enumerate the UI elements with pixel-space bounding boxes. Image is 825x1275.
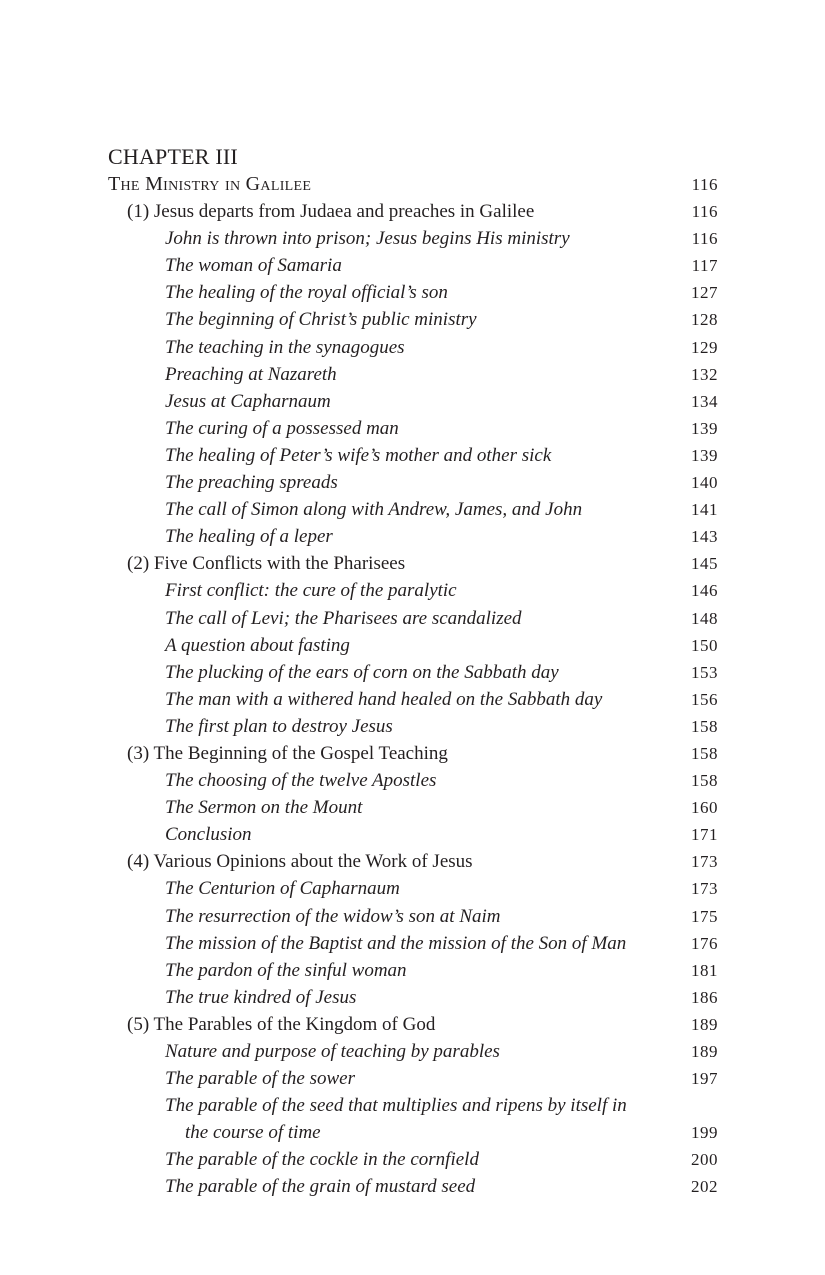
toc-entry-row bbox=[108, 1065, 718, 1092]
page-number: 150 bbox=[691, 635, 718, 655]
entry-title bbox=[165, 1065, 355, 1092]
entry-title bbox=[165, 821, 252, 848]
toc-entry-row bbox=[108, 306, 718, 333]
entry-title bbox=[165, 523, 333, 550]
toc-entry-row bbox=[108, 442, 718, 469]
toc-entry-row bbox=[108, 767, 718, 794]
toc-entry-row bbox=[108, 1092, 718, 1146]
entry-title bbox=[165, 577, 457, 604]
toc-entry-row bbox=[108, 1173, 718, 1200]
entry-title-text: The Centurion of Capharnaum bbox=[165, 878, 400, 900]
entry-title bbox=[165, 279, 448, 306]
toc-entry-row bbox=[108, 930, 718, 957]
entry-title-text: Nature and purpose of teaching by parables bbox=[165, 1041, 500, 1062]
page-number: 200 bbox=[691, 1150, 718, 1170]
toc-entry-row bbox=[108, 957, 718, 984]
section-title: (4) Various Opinions about the Work of Jesus bbox=[127, 851, 473, 873]
page-number: 173 bbox=[691, 852, 718, 872]
toc-entry-row bbox=[108, 903, 718, 930]
entry-title bbox=[165, 1146, 479, 1173]
toc-entry-row bbox=[108, 605, 718, 632]
entry-title-text: A question about fasting bbox=[165, 634, 350, 656]
toc-section-row bbox=[108, 848, 718, 875]
toc-entry-row bbox=[108, 388, 718, 415]
entry-title bbox=[165, 930, 626, 957]
toc-entry-row bbox=[108, 225, 718, 252]
table-of-contents bbox=[108, 171, 718, 1201]
page-number: 189 bbox=[691, 1014, 718, 1034]
page-number: 143 bbox=[691, 527, 718, 547]
chapter-title: The Ministry in Galilee bbox=[108, 173, 312, 195]
page-number: 171 bbox=[691, 825, 718, 845]
toc-entry-row bbox=[108, 984, 718, 1011]
toc-entry-row bbox=[108, 577, 718, 604]
page-number: 158 bbox=[691, 743, 718, 763]
entry-title bbox=[165, 334, 405, 361]
entry-title bbox=[165, 767, 436, 794]
entry-title-text: The first plan to destroy Jesus bbox=[165, 715, 393, 737]
page-number: 116 bbox=[691, 229, 718, 249]
entry-title-text: The mission of the Baptist and the mission of the Son of Man bbox=[165, 932, 627, 954]
toc-chapter-title-row bbox=[108, 171, 718, 198]
page-number: 197 bbox=[691, 1069, 718, 1089]
toc-entry-row bbox=[108, 794, 718, 821]
entry-title-text: The parable of the seed that multiplies and ripens by itself in bbox=[165, 1095, 627, 1117]
page-number: 140 bbox=[691, 473, 718, 493]
page-number: 181 bbox=[691, 960, 718, 980]
entry-title-text: The healing of Peter’s wife’s mother and other sick bbox=[165, 444, 552, 466]
page-number: 160 bbox=[691, 798, 718, 818]
entry-title-text: The teaching in the synagogues bbox=[165, 336, 405, 358]
toc-entry-row bbox=[108, 252, 718, 279]
entry-title-text: The healing of a leper bbox=[165, 526, 333, 548]
page-number: 129 bbox=[691, 337, 718, 357]
page-number: 189 bbox=[691, 1042, 718, 1061]
page-number: 176 bbox=[691, 933, 718, 953]
page-number: 132 bbox=[691, 364, 718, 384]
entry-title bbox=[165, 415, 399, 442]
entry-title-text: The pardon of the sinful woman bbox=[165, 959, 407, 981]
toc-entry-row bbox=[108, 496, 718, 523]
toc-entry-row bbox=[108, 632, 718, 659]
page-number: 139 bbox=[691, 445, 718, 465]
entry-title bbox=[165, 605, 522, 632]
page-number: 202 bbox=[691, 1177, 718, 1197]
toc-entry-row bbox=[108, 415, 718, 442]
entry-title bbox=[165, 252, 342, 279]
entry-title-text: Conclusion bbox=[165, 824, 252, 846]
page-number: 175 bbox=[691, 906, 718, 926]
toc-entry-row bbox=[108, 469, 718, 496]
toc-entry-row bbox=[108, 361, 718, 388]
page-number: 173 bbox=[691, 879, 718, 899]
page-number: 145 bbox=[691, 554, 718, 574]
entry-title-text: The choosing of the twelve Apostles bbox=[165, 770, 437, 792]
entry-title-text: The plucking of the ears of corn on the Sabbath day bbox=[165, 661, 559, 683]
toc-entry-row bbox=[108, 1146, 718, 1173]
entry-title-text: The man with a withered hand healed on the Sabbath day bbox=[165, 688, 603, 710]
entry-title bbox=[165, 659, 559, 686]
page-number: 186 bbox=[691, 987, 718, 1007]
page-number: 128 bbox=[691, 310, 718, 330]
entry-title bbox=[165, 361, 337, 388]
entry-title-text: The call of Levi; the Pharisees are scandalized bbox=[165, 607, 522, 629]
toc-entry-row bbox=[108, 686, 718, 713]
toc-section-row bbox=[108, 1011, 718, 1038]
toc-section-row bbox=[108, 740, 718, 767]
entry-title bbox=[165, 632, 350, 659]
entry-title-text: The curing of a possessed man bbox=[165, 417, 399, 439]
toc-section-row bbox=[108, 550, 718, 577]
toc-entry-row bbox=[108, 875, 718, 902]
page-number: 117 bbox=[691, 256, 718, 276]
page-number: 158 bbox=[691, 716, 718, 736]
entry-title bbox=[165, 686, 602, 713]
chapter-number-heading: CHAPTER III bbox=[108, 144, 238, 169]
entry-title bbox=[165, 306, 477, 333]
entry-title-text: The parable of the grain of mustard seed bbox=[165, 1176, 476, 1198]
page-number: 199 bbox=[691, 1123, 718, 1143]
entry-title-text: The beginning of Christ’s public ministry bbox=[165, 309, 477, 331]
toc-body bbox=[108, 198, 718, 1200]
toc-entry-row bbox=[108, 659, 718, 686]
page-number: 153 bbox=[691, 662, 718, 682]
section-title: (3) The Beginning of the Gospel Teaching bbox=[127, 742, 448, 764]
toc-entry-row bbox=[108, 821, 718, 848]
page-number: 141 bbox=[691, 500, 718, 520]
entry-title-text: The true kindred of Jesus bbox=[165, 986, 357, 1008]
entry-title bbox=[165, 875, 400, 902]
entry-title bbox=[165, 442, 551, 469]
toc-entry-row bbox=[108, 334, 718, 361]
toc-entry-row bbox=[108, 713, 718, 740]
entry-title bbox=[165, 1038, 500, 1065]
page-number: 148 bbox=[691, 608, 718, 628]
page-number: 127 bbox=[691, 283, 718, 303]
entry-title bbox=[165, 903, 501, 930]
entry-title bbox=[165, 469, 338, 496]
entry-title bbox=[165, 496, 582, 523]
entry-title-text: The healing of the royal official’s son bbox=[165, 282, 448, 304]
entry-title-text: The parable of the sower bbox=[165, 1068, 355, 1090]
entry-title-text: Preaching at Nazareth bbox=[165, 363, 337, 385]
entry-title-text: First conflict: the cure of the paralytic bbox=[165, 580, 457, 602]
entry-title-text: The woman of Samaria bbox=[165, 255, 342, 277]
page-number: 134 bbox=[691, 391, 718, 411]
entry-title-text: The parable of the cockle in the cornfield bbox=[165, 1149, 479, 1171]
page-number: 156 bbox=[691, 689, 718, 709]
entry-title-text: The preaching spreads bbox=[165, 472, 338, 494]
page-number: 116 bbox=[691, 175, 718, 194]
entry-title-text: The resurrection of the widow’s son at Naim bbox=[165, 905, 501, 927]
section-title: (1) Jesus departs from Judaea and preaches in Galilee bbox=[127, 201, 535, 223]
page-number: 146 bbox=[691, 581, 718, 601]
entry-title bbox=[165, 713, 393, 740]
section-title: (2) Five Conflicts with the Pharisees bbox=[127, 553, 406, 575]
toc-entry-row bbox=[108, 523, 718, 550]
entry-title bbox=[165, 794, 362, 821]
entry-title bbox=[165, 388, 331, 415]
entry-title-text: The call of Simon along with Andrew, James, and John bbox=[165, 499, 583, 521]
toc-entry-row bbox=[108, 1038, 718, 1065]
entry-title-text: Jesus at Capharnaum bbox=[165, 390, 331, 412]
page-number: 158 bbox=[691, 771, 718, 791]
entry-title bbox=[165, 1173, 475, 1200]
entry-title bbox=[165, 1092, 627, 1146]
entry-title-text: John is thrown into prison; Jesus begins His ministry bbox=[165, 228, 570, 250]
toc-section-row bbox=[108, 198, 718, 225]
entry-title bbox=[165, 225, 570, 252]
section-title: (5) The Parables of the Kingdom of God bbox=[127, 1013, 436, 1035]
page-number: 139 bbox=[691, 418, 718, 438]
entry-title bbox=[165, 957, 407, 984]
entry-title-continuation: the course of time bbox=[185, 1122, 321, 1144]
entry-title bbox=[165, 984, 356, 1011]
entry-title-text: The Sermon on the Mount bbox=[165, 797, 363, 819]
page-number: 116 bbox=[691, 202, 718, 222]
toc-entry-row bbox=[108, 279, 718, 306]
